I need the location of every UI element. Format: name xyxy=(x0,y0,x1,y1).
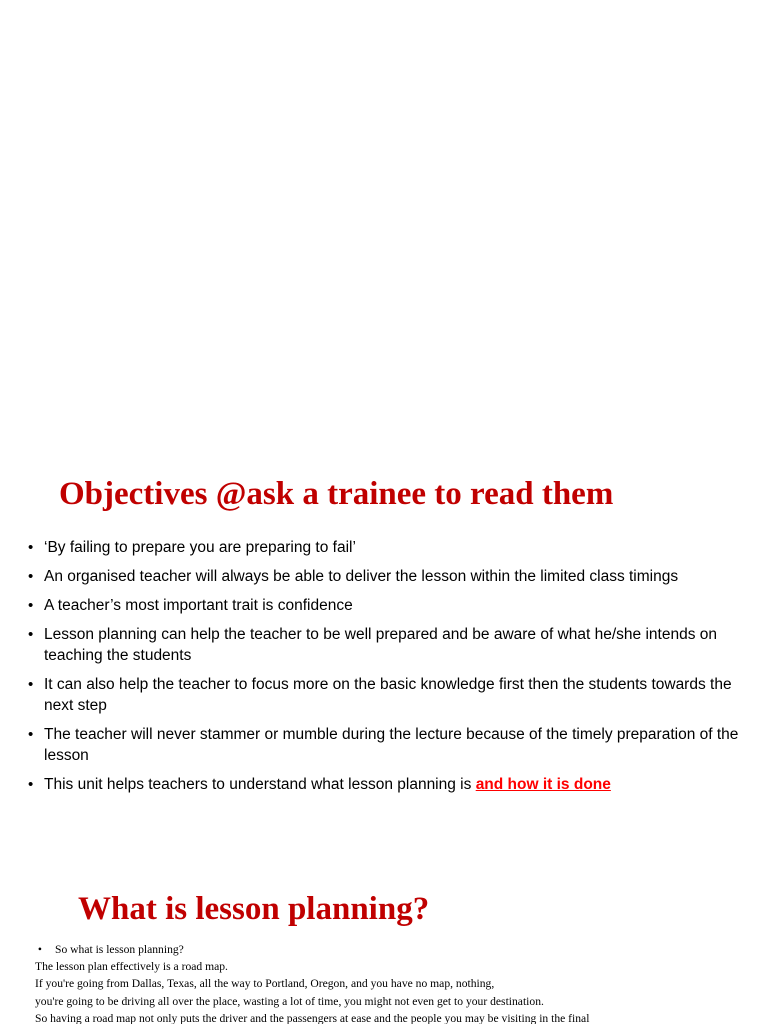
lesson-planning-heading: What is lesson planning? xyxy=(78,891,430,927)
bullet-dot-icon: • xyxy=(28,597,34,614)
objectives-heading: Objectives @ask a trainee to read them xyxy=(59,476,614,512)
bullet-dot-icon: • xyxy=(28,676,34,693)
lesson-planning-line-1: The lesson plan effectively is a road map. xyxy=(35,960,228,974)
lesson-planning-slide xyxy=(0,875,768,1024)
objective-text: Lesson planning can help the teacher to be well prepared and be aware of what he/she intends on teaching the students xyxy=(44,626,718,664)
objective-bullet-3 xyxy=(26,595,746,616)
objective-text: A teacher’s most important trait is confidence xyxy=(44,597,353,614)
lesson-planning-line-4: So having a road map not only puts the driver and the passengers at ease and the people you may be visiting in the final xyxy=(35,1011,590,1024)
bullet-dot-icon: • xyxy=(28,626,34,643)
objective-text: ‘By failing to prepare you are preparing to fail’ xyxy=(44,539,356,556)
objective-text: This unit helps teachers to understand what lesson planning is xyxy=(44,776,476,793)
lesson-planning-question: So what is lesson planning? xyxy=(55,943,184,956)
objective-text: It can also help the teacher to focus more on the basic knowledge first then the students towards the next step xyxy=(44,676,732,714)
bullet-dot-icon: • xyxy=(28,776,34,793)
objective-highlight-text: and how it is done xyxy=(475,776,611,793)
objective-text: The teacher will never stammer or mumble during the lecture because of the timely preparation of the lesson xyxy=(44,726,739,764)
objectives-bullet-list xyxy=(26,537,746,803)
objective-bullet-6 xyxy=(26,724,746,766)
bullet-dot-icon: • xyxy=(28,568,34,585)
objective-bullet-7 xyxy=(26,774,746,795)
bullet-dot-icon: • xyxy=(28,539,34,556)
objectives-slide xyxy=(0,430,768,840)
lesson-planning-line-2: If you're going from Dallas, Texas, all the way to Portland, Oregon, and you have no map, nothing, xyxy=(35,977,495,991)
bullet-dot-icon: • xyxy=(35,943,42,956)
objective-bullet-4 xyxy=(26,624,746,666)
lesson-planning-bullet xyxy=(35,941,755,958)
bullet-dot-icon: • xyxy=(28,726,34,743)
lesson-planning-line-3: you're going to be driving all over the place, wasting a lot of time, you might not even get to your destination. xyxy=(35,994,544,1008)
objective-bullet-5 xyxy=(26,674,746,716)
objective-bullet-2 xyxy=(26,566,746,587)
objective-bullet-1 xyxy=(26,537,746,558)
objective-text: An organised teacher will always be able to deliver the lesson within the limited class timings xyxy=(44,568,679,585)
lesson-planning-body xyxy=(35,941,755,1024)
